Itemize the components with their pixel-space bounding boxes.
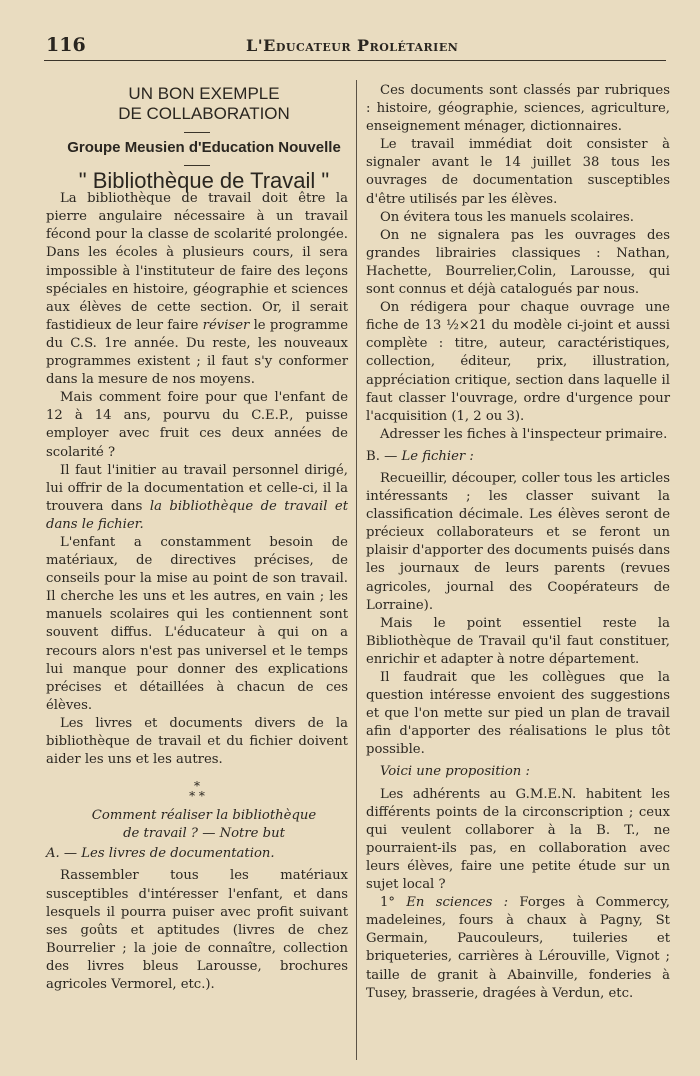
title-rule xyxy=(184,132,210,133)
column-divider xyxy=(356,80,357,1060)
running-title: L'Educateur Prolétarien xyxy=(246,36,459,55)
paragraph: Mais comment foire pour que l'enfant de 12 à 14 ans, pourvu du C.E.P., puisse employer avec fruit ces deux années de scolarité ? xyxy=(46,390,348,460)
paragraph: Les livres et documents divers de la bibliothèque de travail et du fichier doivent aider les uns et les autres. xyxy=(46,715,348,768)
article-title-line2: DE COLLABORATION xyxy=(118,104,290,123)
paragraph: Rassembler tous les matériaux susceptibles d'intéresser l'enfant, et dans lesquels il pourra puiser avec profit suivant ses goûts et aptitudes (livres de chez Bourrelier ; la joie de connaître, collection des livres bleus Larousse, brochures agricoles Vermorel, etc.). xyxy=(46,868,348,993)
paragraph: On évitera tous les manuels scolaires. xyxy=(380,209,634,225)
paragraph: Le travail immédiat doit consister à signaler avant le 14 juillet 38 tous les ouvrages de documentation susceptibles d'être utilisés par les élèves. xyxy=(366,137,670,207)
paragraph: 1° En sciences : Forges à Commercy, madeleines, fours à chaux à Pagny, St Germain, Paucouleurs, tuileries et briqueteries, carrières à Lérouville, Vignot ; taille de granit à Abainville, fonderies à Tusey, brasserie, dragées à Verdun, etc. xyxy=(366,895,671,1001)
paragraph: On ne signalera pas les ouvrages des grandes librairies classiques : Nathan, Hachette, Bourrelier,Colin, Larousse, qui sont connus et déjà catalogués par nous. xyxy=(366,227,670,298)
page-number: 116 xyxy=(46,34,86,56)
header-rule xyxy=(44,60,666,61)
section-b-heading: B. — Le fichier : xyxy=(366,448,474,464)
paragraph: Adresser les fiches à l'inspecteur primaire. xyxy=(380,426,668,442)
paragraph: Ces documents sont classés par rubriques : histoire, géographie, sciences, agriculture, enseignement ménager, dictionnaires. xyxy=(366,83,670,135)
group-name: Groupe Meusien d'Education Nouvelle xyxy=(67,139,341,156)
subheading-line2: de travail ? — Notre but xyxy=(123,826,285,842)
paragraph: L'enfant a constamment besoin de matériaux, de directives précises, de conseils pour la mise au point de son travail. Il cherche les uns et les autres, en vain ; les manuels scolaires qui les contiennent sont souvent diffus. L'éducateur à qui on a recours alors n'est pas universel et le temps lui manque pour donner des explications précises et détaillées à chacun de ces élèves. xyxy=(46,534,348,713)
paragraph: On rédigera pour chaque ouvrage une fiche de 13 ½×21 du modèle ci-joint et aussi complète : titre, auteur, caractéristiques, collection, éditeur, prix, illustration, appréciation critique, section dans laquelle il faut classer l'ouvrage, ordre d'urgence pour l'acquisition (1, 2 ou 3). xyxy=(366,300,670,424)
paragraph: Les adhérents au G.M.E.N. habitent les différents points de la circonscription ; ceux qui veulent collaborer à la B. T., ne pourraient-ils pas, en collaboration avec leurs élèves, faire une petite étude sur un sujet local ? xyxy=(366,786,670,893)
right-column xyxy=(366,82,670,1003)
paragraph: Mais le point essentiel reste la Bibliothèque de Travail qu'il faut constituer, enrichir et adapter à notre département. xyxy=(366,615,670,667)
section-separator: * * * xyxy=(189,779,205,804)
group-rule xyxy=(184,165,210,166)
section-a-heading: A. — Les livres de documentation. xyxy=(46,846,275,862)
paragraph: Il faut l'initier au travail personnel dirigé, lui offrir de la documentation et celle-ci, il la trouvera dans la bibliothèque de travail et dans le fichier. xyxy=(46,462,348,532)
paragraph: La bibliothèque de travail doit être la pierre angulaire nécessaire à un travail fécond pour la classe de scolarité prolongée. Dans les écoles à plusieurs cours, il sera impossible à l'instituteur de faire des leçons spéciales en histoire, géographie et sciences aux élèves de cette section. Or, il serait fastidieux de leur faire réviser le programme du C.S. 1re année. Du reste, les nouveaux programmes existent ; il faut s'y conformer dans la mesure de nos moyens. xyxy=(46,191,348,388)
main-title: " Bibliothèque de Travail " xyxy=(78,168,330,194)
subheading-line1: Comment réaliser la bibliothèque xyxy=(91,808,317,824)
paragraph: Recueillir, découper, coller tous les articles intéressants ; les classer suivant la classification décimale. Les élèves seront de précieux collaborateurs et se feront un plaisir d'apporter des documents puisés dans les journaux de leurs parents (revues agricoles, journal des Coopérateurs de Lorraine). xyxy=(366,470,670,613)
paragraph: Il faudrait que les collègues que la question intéresse envoient des suggestions et que l'on mette sur pied un plan de travail afin d'apporter des réalisations le plus tôt possible. xyxy=(366,670,670,758)
proposal-heading: Voici une proposition : xyxy=(380,764,530,780)
left-column xyxy=(46,84,348,994)
article-title-line1: UN BON EXEMPLE xyxy=(128,84,280,103)
